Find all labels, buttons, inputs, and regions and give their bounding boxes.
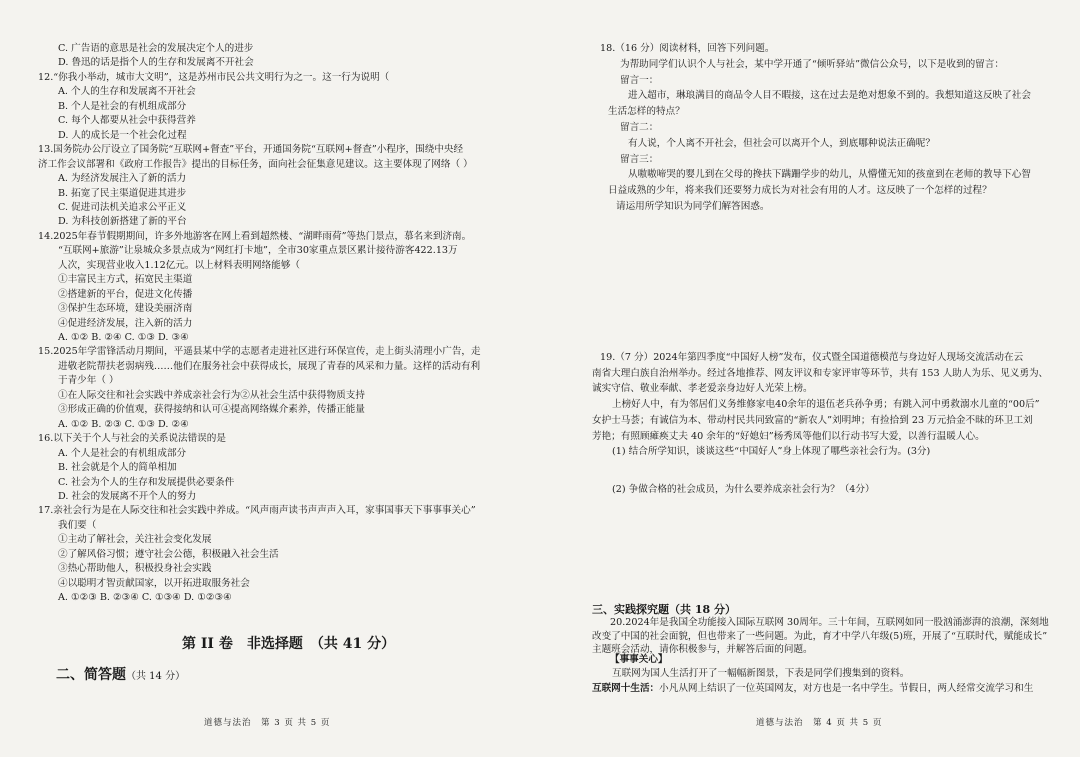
text-line: 请运用所学知识为同学们解答困惑。 <box>616 201 770 212</box>
text-line: C. 社会为个人的生存和发展提供必要条件 <box>58 476 235 488</box>
text-line: B. 社会就是个人的简单相加 <box>58 462 177 474</box>
text-line: 改变了中国的社会面貌，但也带来了一些问题。为此，育才中学八年级(5)班，开展了“互联时代，赋能成长” <box>592 630 1048 642</box>
text-line: 留言二： <box>620 122 659 133</box>
text-line: 生活怎样的特点？ <box>608 106 685 118</box>
text-line: ①主动了解社会，关注社会变化发展 <box>58 534 212 546</box>
text-line: C. 广告语的意思是社会的发展决定个人的进步 <box>58 43 254 54</box>
section3-title: 三、实践探究题（共 18 分） <box>592 603 736 616</box>
text-line: ②搭建新的平台，促进文化传播 <box>58 288 193 300</box>
part2-title: 第 II 卷 非选择题 （共 41 分） <box>182 636 396 652</box>
text-line: B. 个人是社会的有机组成部分 <box>58 100 187 112</box>
text-line: 南省大理白族自治州举办。经过各地推荐、网友评议和专家评审等环节，共有 153 人助人为乐、见义勇为、 <box>592 367 1049 379</box>
text-line: 13.国务院办公厅设立了国务院“互联网+督查”平台，开通国务院“互联网+督查”小程序，围绕中央经 <box>38 144 464 156</box>
page-footer-right: 道德与法治 第 4 页 共 5 页 <box>756 718 883 728</box>
text-line: A. 个人是社会的有机组成部分 <box>58 447 187 459</box>
text-line: 我们要（ <box>58 519 97 531</box>
page-footer-left: 道德与法治 第 3 页 共 5 页 <box>204 718 331 728</box>
text-line: 15.2025年学雷锋活动月期间，平遥县某中学的志愿者走进社区进行环保宣传，走上街头清理小广告，走 <box>38 346 481 358</box>
text-line: ③保护生态环境，建设美丽济南 <box>58 303 193 315</box>
section2-heading <box>56 664 185 684</box>
text-line: D. 社会的发展离不开个人的努力 <box>58 490 197 502</box>
text-line: 有人说，个人离不开社会，但社会可以离开个人，到底哪种说法正确呢？ <box>628 137 935 149</box>
text-line: 进敬老院帮扶老弱病残……他们在服务社会中获得成长，展现了青春的风采和力量。这样的活动有利 <box>58 360 481 372</box>
sub-heading: 【事事关心】 <box>610 654 668 665</box>
text-line: ①丰富民主方式，拓宽民主渠道 <box>58 274 193 286</box>
text-line: 芳艳；有照顾瘫痪丈夫 40 余年的“好媳妇”杨秀凤等他们以行动书写大爱，以善行温暖人心。 <box>592 430 985 442</box>
text-line: C. 促进司法机关追求公平正义 <box>58 201 187 213</box>
page-4 <box>540 0 1080 757</box>
text-line: D. 为科技创新搭建了新的平台 <box>58 216 187 228</box>
section2-score: （共 14 分） <box>126 671 186 682</box>
text-line: ①在人际交往和社会实践中养成亲社会行为②从社会生活中获得物质支持 <box>58 389 365 401</box>
text-line: 女护士马荟；有诚信为本、带动村民共同致富的“新农人”刘明坤；有捡拾到 23 万元拾金不昧的环卫工刘 <box>592 414 1033 426</box>
text-line: 上榜好人中，有为邻居们义务维修家电40余年的退伍老兵孙争勇；有跳入河中勇救溺水儿童的“00后” <box>612 399 1040 411</box>
text-line: 20.2024年是我国全功能接入国际互联网 30周年。三十年间，互联网如同一股汹涌澎湃的浪潮，深刻地 <box>610 617 1049 628</box>
text-line: B. 拓宽了民主渠道促进其进步 <box>58 187 187 199</box>
text-line: 17.亲社会行为是在人际交往和社会实践中养成。“风声雨声读书声声声入耳，家事国事天下事事事关心” <box>38 505 476 517</box>
text-line: D. 鲁迅的话是指个人的生存和发展离不开社会 <box>58 57 254 69</box>
text-line: 留言三： <box>620 153 659 165</box>
text-line: 诚实守信、敬业奉献、孝老爱亲身边好人光荣上榜。 <box>592 383 813 395</box>
section2-title: 二、简答题 <box>56 667 126 683</box>
text-line: 16.以下关于个人与社会的关系说法错误的是 <box>38 433 226 445</box>
text-line: ③热心帮助他人，积极投身社会实践 <box>58 563 212 575</box>
text-line: 于青少年（ ） <box>58 375 119 387</box>
text-line: “互联网+旅游”让泉城众多景点成为“网红打卡地”，全市30家重点景区累计接待游客422.13万 <box>58 245 458 257</box>
text-line: 互联网为国人生活打开了一幅幅新图景，下表是同学们搜集到的资料。 <box>612 668 910 679</box>
text-line: 主题班会活动，请你积极参与，并解答后面的问题。 <box>592 644 813 656</box>
text-line: 从嗷嗷啼哭的婴儿到在父母的搀扶下蹒跚学步的幼儿，从懵懂无知的孩童到在老师的教导下心智 <box>628 169 1031 181</box>
text-line: 18.（16 分）阅读材料，回答下列问题。 <box>600 43 775 54</box>
text-line: A. 为经济发展注入了新的活力 <box>58 173 187 185</box>
text-line: 济工作会议部署和《政府工作报告》提出的目标任务，面向社会征集意见建议。这主要体现了网络（ ） <box>38 158 473 170</box>
text-line: 14.2025年春节假期期间，许多外地游客在网上看到超然楼、“湖畔雨荷”等热门景点，慕名来到济南。 <box>38 230 472 242</box>
q19-part2: (2) 争做合格的社会成员，为什么要养成亲社会行为？（4分） <box>612 484 875 495</box>
text-line: (1) 结合所学知识，谈谈这些“中国好人”身上体现了哪些亲社会行为。(3分) <box>612 446 931 458</box>
text-line: 人次，实现营业收入1.12亿元。以上材料表明网络能够（ <box>58 259 301 271</box>
text-line: C. 每个人都要从社会中获得营养 <box>58 115 196 127</box>
text-line: ②了解风俗习惯；遵守社会公德，积极融入社会生活 <box>58 548 279 560</box>
text-line: 19.（7 分）2024年第四季度“中国好人榜”发布，仪式暨全国道德模范与身边好人现场交流活动在云 <box>600 352 1024 363</box>
text-line: 进入超市，琳琅满目的商品令人目不暇接，这在过去是绝对想象不到的。我想知道这反映了社会 <box>628 90 1031 102</box>
text-line: D. 人的成长是一个社会化过程 <box>58 129 187 141</box>
text-line: ③形成正确的价值观，获得接纳和认可④提高网络媒介素养，传播正能量 <box>58 404 365 416</box>
text-line: A. ①②③ B. ②③④ C. ①③④ D. ①②③④ <box>58 592 232 604</box>
text-line: ④以聪明才智贡献国家，以开拓进取服务社会 <box>58 577 250 589</box>
text-line: ④促进经济发展，注入新的活力 <box>58 317 193 329</box>
text-line: 日益成熟的少年，将来我们还要努力成长为对社会有用的人才。这反映了一个怎样的过程？ <box>608 185 992 197</box>
text-line: A. ①② B. ②③ C. ①③ D. ②④ <box>58 418 189 430</box>
text-line: 互联网十生活：小凡从网上结识了一位英国网友，对方也是一名中学生。节假日，两人经常交流学习和生 <box>592 682 1034 694</box>
text-line: A. ①② B. ②④ C. ①③ D. ③④ <box>58 332 189 343</box>
text-line: 12.“你我小举动，城市大文明”，这是苏州市民公共文明行为之一。这一行为说明（ <box>38 71 390 83</box>
text-line: A. 个人的生存和发展离不开社会 <box>58 86 196 98</box>
text-line: 为帮助同学们认识个人与社会，某中学开通了“倾听驿站”微信公众号，以下是收到的留言： <box>620 58 1004 70</box>
text-line: 留言一： <box>620 74 659 86</box>
